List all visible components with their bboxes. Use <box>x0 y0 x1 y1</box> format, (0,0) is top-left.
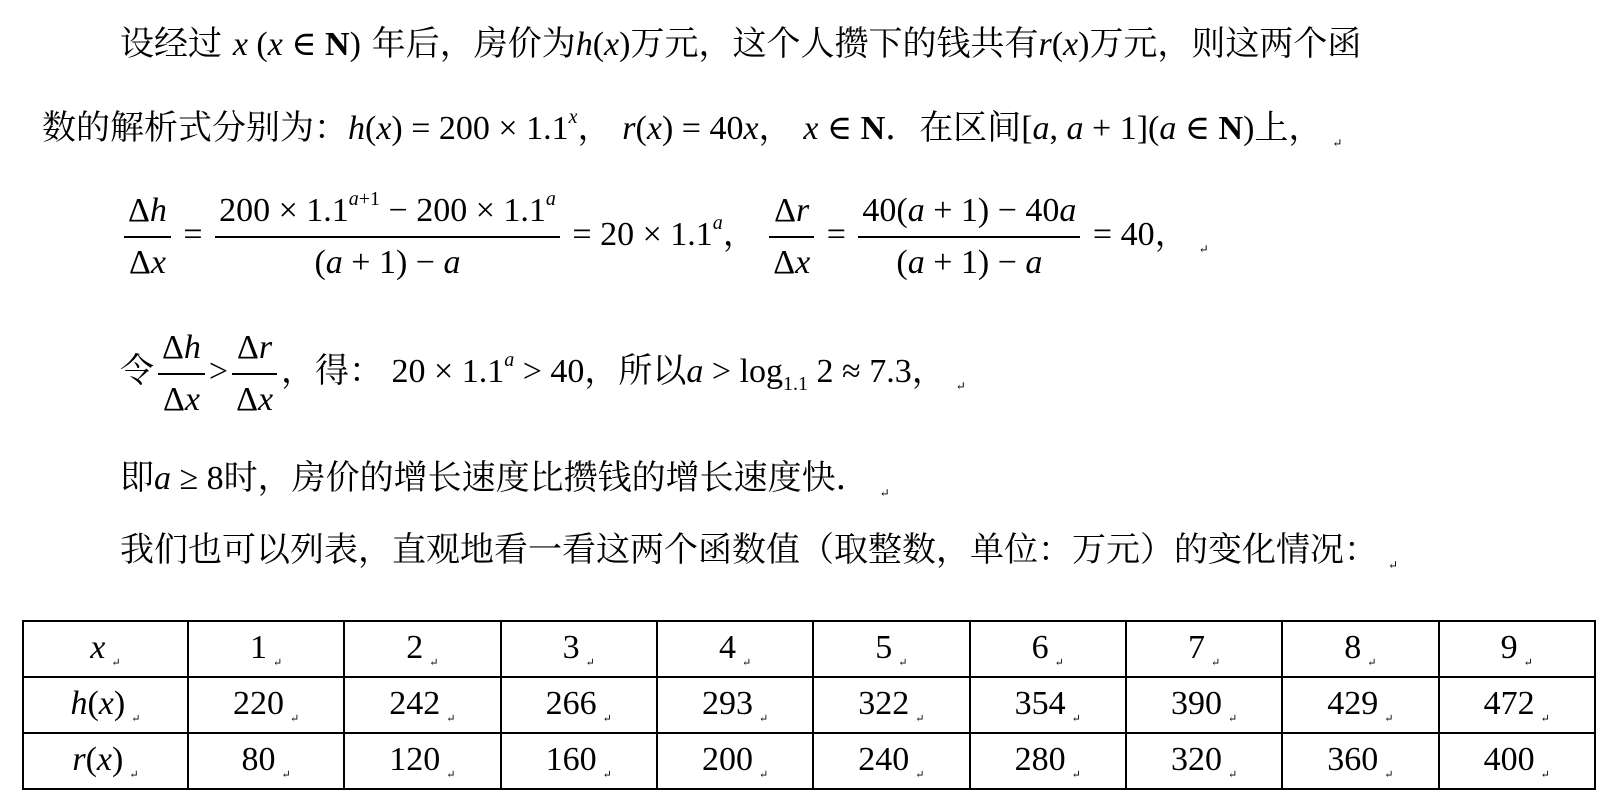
p1-text-d: 万元，则这两个函 <box>1089 24 1362 64</box>
fraction-dr-dx: $\frac{\Delta r}{\Delta x}$ <box>769 190 814 284</box>
row-label-r: r(x) $_↵$ <box>23 733 188 789</box>
table-cell: 4 $_↵$ <box>657 621 813 677</box>
table-cell: 472 $_↵$ <box>1439 677 1595 733</box>
value-table <box>22 620 1596 790</box>
header-cell-x: x $_↵$ <box>23 621 188 677</box>
table-cell: 293 $_↵$ <box>657 677 813 733</box>
table-row-x <box>23 621 1595 677</box>
table-cell: 242 $_↵$ <box>344 677 500 733</box>
formula-line-4: 令 $\frac{\Delta h}{\Delta x}$ > $\frac{\Delta r}{\Delta x}$ ，得： 20 × 1.1$^a$ > 40，所以$a > \log_{1.1} 2 \approx 7.3$， $_↵$ <box>120 324 966 433</box>
table-cell: 80 $_↵$ <box>188 733 344 789</box>
table-cell: 220 $_↵$ <box>188 677 344 733</box>
p1-text-c: 万元，这个人攒下的钱共有 <box>630 24 1039 64</box>
table-cell: 6 $_↵$ <box>970 621 1126 677</box>
table-cell: 354 $_↵$ <box>970 677 1126 733</box>
fraction-h-difference: $\frac{200 \times 1.1^{a+1} - 200 \times 1.1^a}{(a + 1) - a}$ <box>215 190 560 284</box>
paragraph-line-2: 数的解析式分别为：$h(x) = 200 \times 1.1^x$， r(x) = 40x， x ∈ N．在区间[a, a + 1](a ∈ N)上， $_↵$ <box>42 106 1343 150</box>
paragraph-line-6: 我们也可以列表，直观地看一看这两个函数值（取整数，单位：万元）的变化情况： $_↵$ <box>120 530 1399 572</box>
table-cell: 390 $_↵$ <box>1126 677 1282 733</box>
table-cell: 266 $_↵$ <box>501 677 657 733</box>
table-cell: 3 $_↵$ <box>501 621 657 677</box>
p2-text-b: 在区间 <box>919 108 1022 148</box>
p2-text-a: 数的解析式分别为： <box>42 108 348 148</box>
table-cell: 200 $_↵$ <box>657 733 813 789</box>
fraction-dh-dx: $\frac{\Delta h}{\Delta x}$ <box>124 190 171 284</box>
p6-text: 我们也可以列表，直观地看一看这两个函数值（取整数，单位：万元）的变化情况： <box>120 530 1378 570</box>
table-cell: 120 $_↵$ <box>344 733 500 789</box>
table-cell: 8 $_↵$ <box>1282 621 1438 677</box>
p5-text-a: 即 <box>120 458 154 498</box>
table-cell: 240 $_↵$ <box>813 733 969 789</box>
paragraph-line-5: 即a ≥ 8时，房价的增长速度比攒钱的增长速度快． $_↵$ <box>120 458 890 500</box>
p5-text-b: 时，房价的增长速度比攒钱的增长速度快． <box>223 458 870 498</box>
table-cell: 400 $_↵$ <box>1439 733 1595 789</box>
paragraph-line-1: 设经过 x (x ∈ N) 年后，房价为h(x)万元，这个人攒下的钱共有r(x)万元，则这两个函 <box>120 24 1362 64</box>
fraction-dh-dx-2: $\frac{\Delta h}{\Delta x}$ <box>158 327 205 421</box>
p1-text-b: 年后，房价为 <box>360 24 576 64</box>
table-row-h <box>23 677 1595 733</box>
p4-text-c: ，所以 <box>584 351 687 391</box>
table-cell: 7 $_↵$ <box>1126 621 1282 677</box>
fraction-r-difference: $\frac{40(a + 1) - 40a}{(a + 1) - a}$ <box>858 190 1080 284</box>
table-cell: 280 $_↵$ <box>970 733 1126 789</box>
table-cell: 429 $_↵$ <box>1282 677 1438 733</box>
return-mark: ↵ <box>1332 136 1343 150</box>
table-cell: 360 $_↵$ <box>1282 733 1438 789</box>
table-cell: 322 $_↵$ <box>813 677 969 733</box>
row-label-h: h(x) $_↵$ <box>23 677 188 733</box>
p2-text-c: 上， <box>1254 108 1323 148</box>
table-cell: 5 $_↵$ <box>813 621 969 677</box>
table-cell: 1 $_↵$ <box>188 621 344 677</box>
fraction-dr-dx-2: $\frac{\Delta r}{\Delta x}$ <box>232 327 277 421</box>
p4-text-a: 令 <box>120 351 154 391</box>
formula-line-3: $\frac{\Delta h}{\Delta x}$ = $\frac{200 \times 1.1^{a+1} - 200 \times 1.1^a}{(a + 1) - a}$ = 20 × 1.1$^a$， $\frac{\Delta r}{\Delta x}$ = $\frac{40(a + 1) - 40a}{(a + 1) - a}$ = 40， $_↵$ <box>120 188 1209 296</box>
p1-text-a: 设经过 <box>120 24 233 64</box>
table-cell: 9 $_↵$ <box>1439 621 1595 677</box>
p4-text-b: ，得： <box>281 351 384 391</box>
table-row-r <box>23 733 1595 789</box>
table-cell: 160 $_↵$ <box>501 733 657 789</box>
table-cell: 2 $_↵$ <box>344 621 500 677</box>
table-cell: 320 $_↵$ <box>1126 733 1282 789</box>
